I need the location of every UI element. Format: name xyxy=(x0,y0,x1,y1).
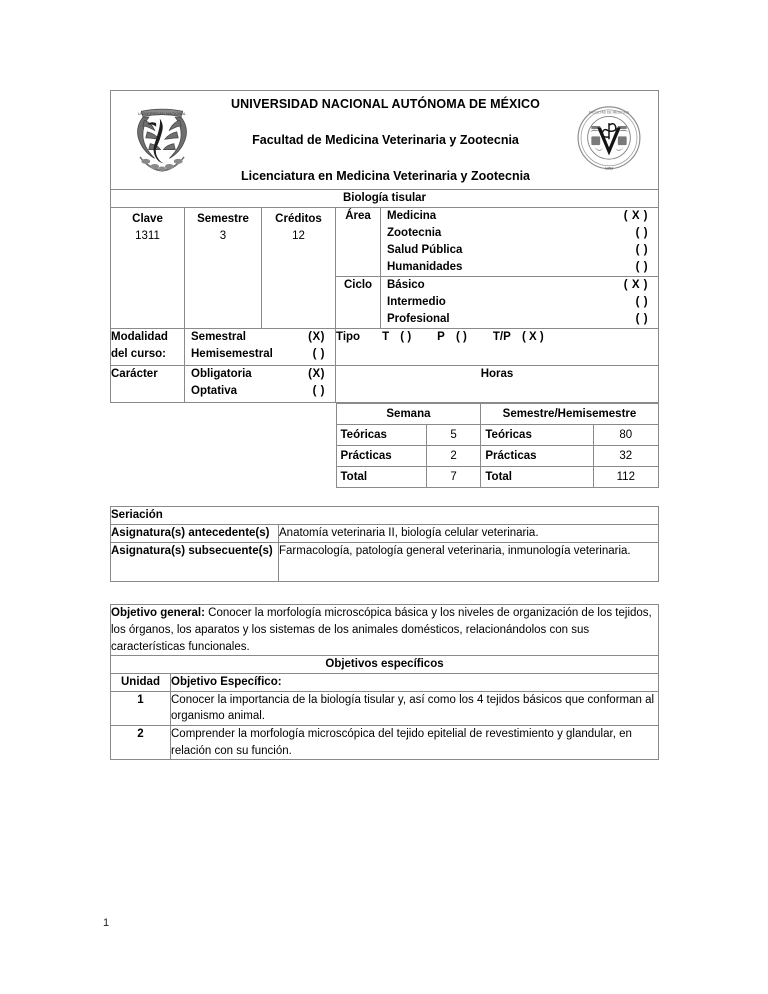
tipo-option-key: P xyxy=(437,331,445,344)
objetivos-column-header-row xyxy=(111,674,659,692)
seriacion-heading-row xyxy=(111,507,659,525)
subsecuentes-label: Asignatura(s) subsecuente(s) xyxy=(111,542,279,582)
horas-table xyxy=(336,403,659,488)
institutional-header-row xyxy=(111,91,659,190)
modalidad-tipo-row xyxy=(111,329,659,366)
horas-semana-key: Teóricas xyxy=(336,425,426,446)
tipo-option-p[interactable] xyxy=(437,329,467,346)
tipo-option-t[interactable] xyxy=(382,329,411,346)
modalidad-option-mark: (X) xyxy=(308,331,325,344)
area-options-list xyxy=(381,208,658,276)
area-option[interactable] xyxy=(381,259,658,276)
area-option-mark: ( ) xyxy=(635,261,649,274)
tipo-option-key: T xyxy=(382,331,390,344)
objetivos-especificos-heading-row xyxy=(111,656,659,674)
ciclo-options-cell xyxy=(381,277,659,329)
objetivo-row xyxy=(111,726,659,760)
modalidad-option-label: Semestral xyxy=(191,331,246,344)
area-option-mark: ( ) xyxy=(635,244,649,257)
modalidad-option-label: Hemisemestral xyxy=(191,348,273,361)
tipo-option-key: T/P xyxy=(492,331,511,344)
ciclo-options-list xyxy=(381,277,658,328)
fmvz-seal-logo xyxy=(572,101,646,179)
horas-header-row xyxy=(336,404,658,425)
area-option-label: Medicina xyxy=(387,210,437,223)
objetivo-general-text: Conocer la morfología microscópica básica y los niveles de organización de los tejidos, los órganos, los aparatos y los sistemas de los animales domésticos, relacionándolos con sus características funcionales. xyxy=(111,607,652,653)
seriacion-heading: Seriación xyxy=(111,507,659,525)
horas-col-semana: Semana xyxy=(336,404,481,425)
horas-semestre-value: 112 xyxy=(594,467,658,488)
antecedentes-value: Anatomía veterinaria II, biología celular veterinaria. xyxy=(279,525,659,543)
area-option[interactable] xyxy=(381,225,658,242)
antecedentes-label: Asignatura(s) antecedente(s) xyxy=(111,525,279,543)
seriacion-table xyxy=(110,506,659,582)
semestre-cell xyxy=(185,208,262,329)
ciclo-option-label: Básico xyxy=(387,279,425,292)
objetivo-text: Comprender la morfología microscópica del tejido epitelial de revestimiento y glandular, en relación con su función. xyxy=(171,726,659,760)
horas-semestre-value: 32 xyxy=(594,446,658,467)
ciclo-option[interactable] xyxy=(381,311,658,328)
tipo-cell xyxy=(336,329,659,366)
semestre-label: Semestre xyxy=(197,213,249,226)
caracter-option-label: Obligatoria xyxy=(191,368,252,381)
unam-shield-logo xyxy=(125,101,199,179)
ciclo-option-label: Profesional xyxy=(387,313,450,326)
modalidad-option[interactable] xyxy=(185,346,335,363)
modalidad-options-list xyxy=(185,329,335,363)
horas-semana-value: 2 xyxy=(426,446,481,467)
objetivo-general-row xyxy=(111,605,659,656)
area-option-mark: ( ) xyxy=(635,227,649,240)
header-titles xyxy=(199,91,572,189)
tipo-option-mark: ( ) xyxy=(400,331,412,344)
horas-col-semestre: Semestre/Hemisemestre xyxy=(481,404,658,425)
svg-text:FACULTAD DE MEDICINA: FACULTAD DE MEDICINA xyxy=(588,110,630,115)
ciclo-option[interactable] xyxy=(381,277,658,294)
creditos-value: 12 xyxy=(292,229,305,242)
caracter-option-mark: (X) xyxy=(308,368,325,381)
clave-area-row xyxy=(111,208,659,277)
ciclo-option-mark: ( ) xyxy=(635,313,649,326)
faculty-name: Facultad de Medicina Veterinaria y Zootecnia xyxy=(252,133,519,148)
objetivos-especificos-heading: Objetivos específicos xyxy=(111,656,659,674)
seriacion-antecedentes-row xyxy=(111,525,659,543)
horas-subtable-cell xyxy=(336,403,659,489)
area-option-label: Zootecnia xyxy=(387,227,442,240)
clave-label: Clave xyxy=(132,213,163,226)
caracter-option-mark: ( ) xyxy=(312,385,325,398)
course-program-document xyxy=(110,90,658,760)
caracter-label: Carácter xyxy=(111,366,185,403)
ciclo-option[interactable] xyxy=(381,294,658,311)
horas-semestre-key: Prácticas xyxy=(481,446,594,467)
objetivo-general-label: Objetivo general: xyxy=(111,607,205,620)
horas-semestre-key: Teóricas xyxy=(481,425,594,446)
horas-semestre-key: Total xyxy=(481,467,594,488)
horas-semestre-value: 80 xyxy=(594,425,658,446)
objetivos-table xyxy=(110,604,659,760)
caracter-option[interactable] xyxy=(185,366,335,383)
modalidad-options-cell xyxy=(185,329,336,366)
horas-label: Horas xyxy=(336,366,659,403)
horas-table-row xyxy=(111,403,659,489)
subsecuentes-value: Farmacología, patología general veterinaria, inmunología veterinaria. xyxy=(279,542,659,582)
ciclo-label: Ciclo xyxy=(336,277,381,329)
area-option-label: Humanidades xyxy=(387,261,463,274)
caracter-option[interactable] xyxy=(185,383,335,400)
col-objetivo: Objetivo Específico: xyxy=(171,674,659,692)
objetivo-general-cell xyxy=(111,605,659,656)
page-number: 1 xyxy=(103,917,110,929)
institutional-header-cell xyxy=(111,91,659,190)
modalidad-option-mark: ( ) xyxy=(312,348,325,361)
creditos-label: Créditos xyxy=(275,213,322,226)
svg-text:UNIVERSIDAD NACIONAL: UNIVERSIDAD NACIONAL xyxy=(137,111,187,117)
ciclo-option-label: Intermedio xyxy=(387,296,446,309)
seriacion-subsecuentes-row xyxy=(111,542,659,582)
horas-row xyxy=(336,467,658,488)
area-options-cell xyxy=(381,208,659,277)
caracter-options-cell xyxy=(185,366,336,403)
caracter-options-list xyxy=(185,366,335,400)
unidad-number: 1 xyxy=(111,691,171,725)
horas-semana-value: 5 xyxy=(426,425,481,446)
horas-semana-key: Total xyxy=(336,467,426,488)
degree-name: Licenciatura en Medicina Veterinaria y Zootecnia xyxy=(241,169,531,184)
area-option-label: Salud Pública xyxy=(387,244,463,257)
course-title: Biología tisular xyxy=(111,190,659,208)
tipo-label: Tipo xyxy=(336,331,361,344)
horas-row xyxy=(336,446,658,467)
objetivo-row xyxy=(111,691,659,725)
horas-semana-value: 7 xyxy=(426,467,481,488)
tipo-option-mark: ( ) xyxy=(456,331,467,344)
area-label: Área xyxy=(336,208,381,277)
ciclo-option-mark: ( X ) xyxy=(623,279,649,292)
modalidad-label: Modalidad del curso: xyxy=(111,329,185,366)
svg-text:1853: 1853 xyxy=(604,166,614,171)
horas-semana-key: Prácticas xyxy=(336,446,426,467)
unidad-number: 2 xyxy=(111,726,171,760)
creditos-cell xyxy=(262,208,336,329)
course-header-table xyxy=(110,90,659,488)
ciclo-option-mark: ( ) xyxy=(635,296,649,309)
caracter-option-label: Optativa xyxy=(191,385,238,398)
area-option-mark: ( X ) xyxy=(623,210,649,223)
semestre-value: 3 xyxy=(219,229,227,242)
tipo-option-mark: ( X ) xyxy=(521,331,544,344)
course-title-row xyxy=(111,190,659,208)
col-unidad: Unidad xyxy=(111,674,171,692)
area-option[interactable] xyxy=(381,242,658,259)
caracter-horas-row xyxy=(111,366,659,403)
horas-row xyxy=(336,425,658,446)
area-option[interactable] xyxy=(381,208,658,225)
tipo-option-tp[interactable] xyxy=(493,329,544,346)
modalidad-option[interactable] xyxy=(185,329,335,346)
clave-value: 1311 xyxy=(135,229,160,242)
clave-cell xyxy=(111,208,185,329)
objetivo-text: Conocer la importancia de la biología tisular y, así como los 4 tejidos básicos que conforman al organismo animal. xyxy=(171,691,659,725)
university-name: UNIVERSIDAD NACIONAL AUTÓNOMA DE MÉXICO xyxy=(231,97,541,111)
